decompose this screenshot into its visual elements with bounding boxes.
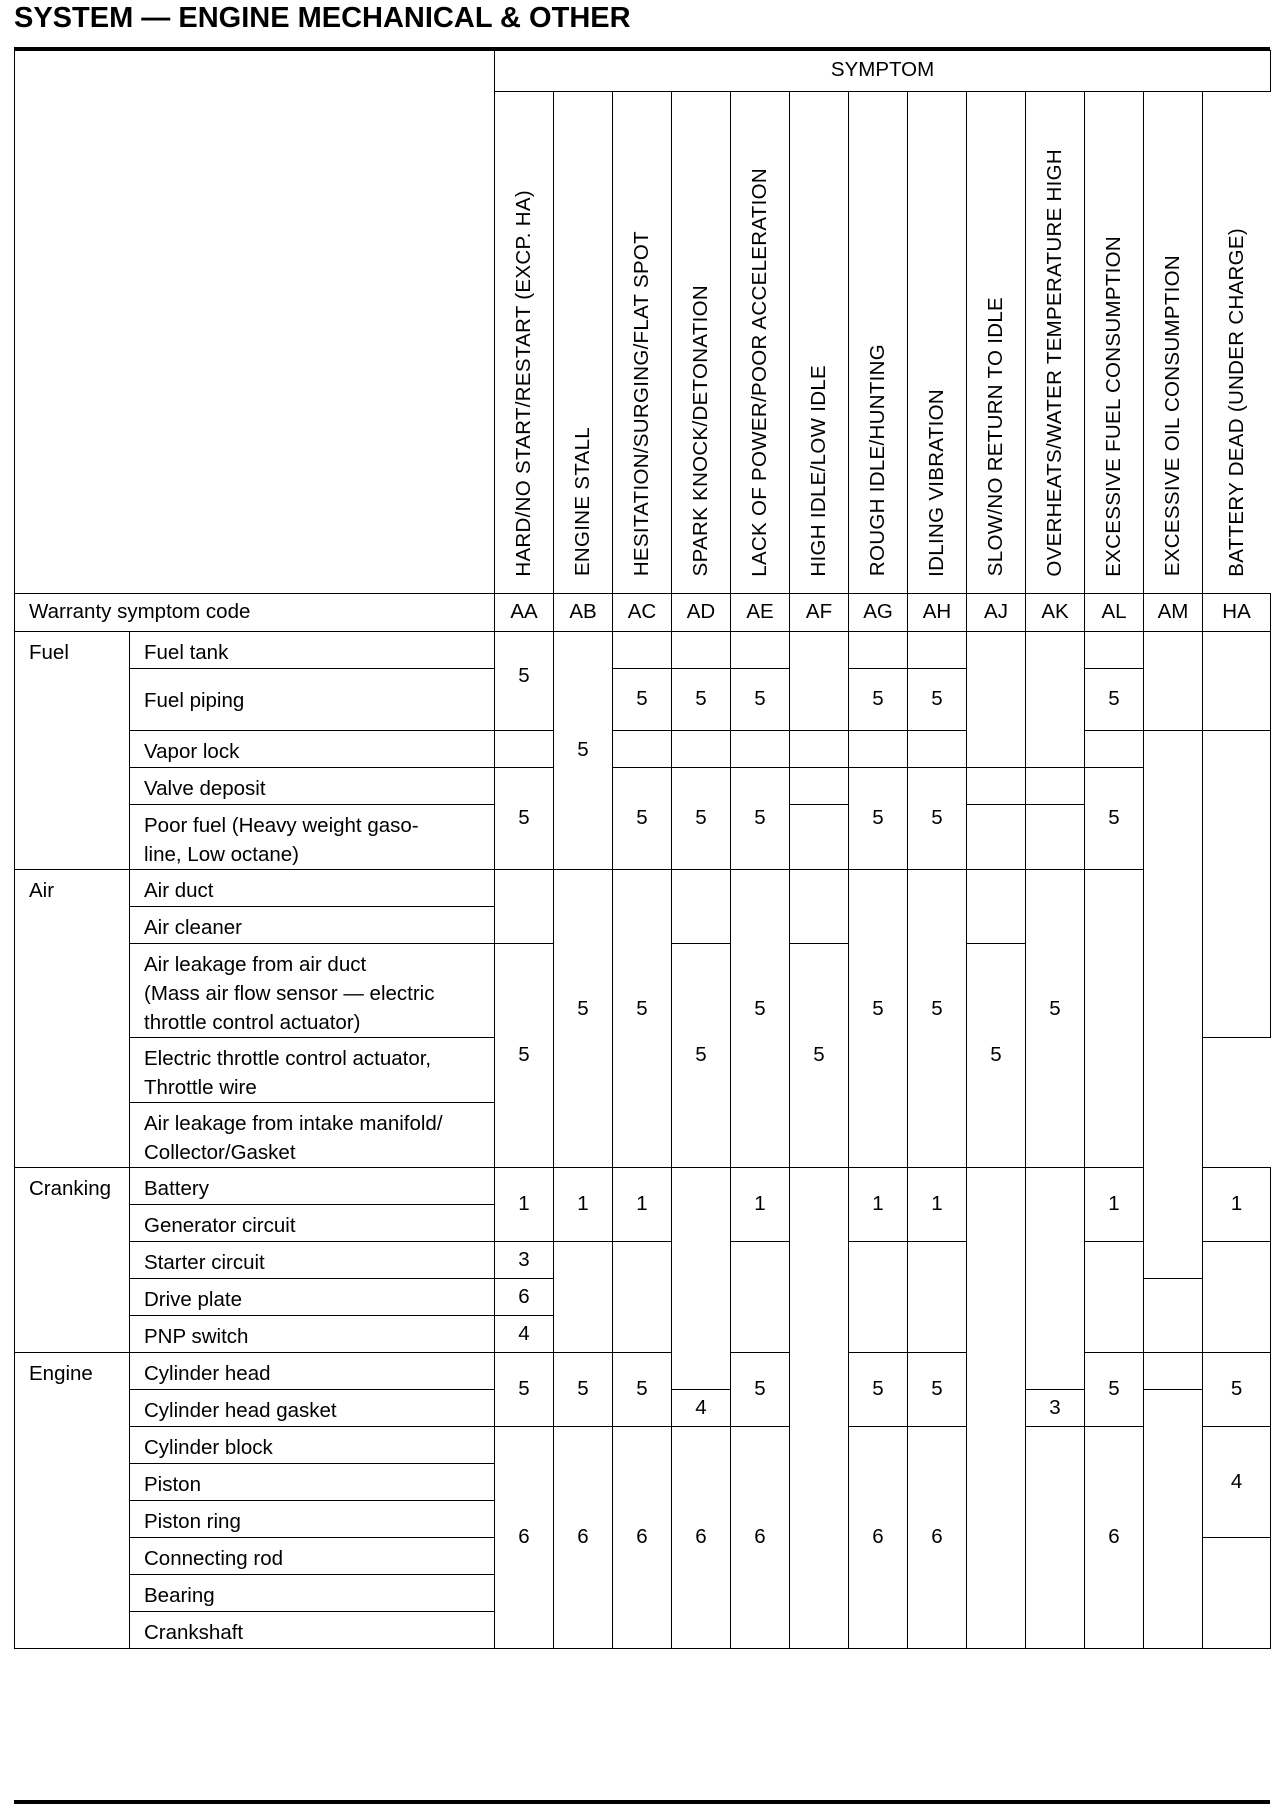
value-cell: 5 (1026, 869, 1085, 1167)
empty-cell (731, 730, 790, 767)
empty-cell (1203, 631, 1271, 730)
value-cell: 5 (1085, 668, 1144, 730)
value-cell: 6 (908, 1426, 967, 1648)
value-cell: 5 (908, 1352, 967, 1426)
symptom-code: AL (1085, 593, 1144, 631)
symptom-label: OVERHEATS/WATER TEMPERATURE HIGH (1043, 148, 1066, 577)
value-cell: 5 (1085, 1352, 1144, 1426)
symptom-code: AE (731, 593, 790, 631)
item-label: Air leakage from air duct (Mass air flow sensor — electric throttle control actuator) (130, 943, 495, 1037)
value-cell: 5 (849, 668, 908, 730)
value-cell: 1 (849, 1167, 908, 1241)
empty-cell (1085, 631, 1144, 668)
symptom-label: SLOW/NO RETURN TO IDLE (984, 297, 1007, 577)
symptom-label: ENGINE STALL (571, 427, 594, 577)
value-cell: 5 (554, 1352, 613, 1426)
empty-cell (1026, 1426, 1085, 1648)
symptom-header-cell (613, 91, 672, 593)
symptom-header-cell (849, 91, 908, 593)
symptom-header-cell (1203, 91, 1271, 593)
symptom-header-cell (672, 91, 731, 593)
symptom-header-cell (1144, 91, 1203, 593)
empty-cell (1203, 730, 1271, 1037)
empty-cell (613, 1241, 672, 1352)
symptom-code: AH (908, 593, 967, 631)
symptom-label: ROUGH IDLE/HUNTING (866, 344, 889, 577)
value-cell: 1 (1085, 1167, 1144, 1241)
group-label: Air (15, 869, 130, 1167)
value-cell: 5 (967, 943, 1026, 1167)
symptom-header-cell (1085, 91, 1144, 593)
value-cell: 1 (1203, 1167, 1271, 1241)
value-cell: 1 (613, 1167, 672, 1241)
item-label: Battery (130, 1167, 495, 1204)
symptom-header-cell (495, 91, 554, 593)
value-cell: 4 (495, 1315, 554, 1352)
empty-cell (790, 869, 849, 943)
empty-cell (1026, 631, 1085, 767)
empty-cell (672, 631, 731, 668)
symptom-label: BATTERY DEAD (UNDER CHARGE) (1224, 227, 1248, 577)
item-label: Generator circuit (130, 1204, 495, 1241)
value-cell: 5 (495, 631, 554, 730)
value-cell: 5 (672, 943, 731, 1167)
value-cell: 5 (613, 668, 672, 730)
empty-cell (849, 631, 908, 668)
value-cell: 6 (731, 1426, 790, 1648)
table-corner (15, 50, 495, 593)
empty-cell (967, 869, 1026, 943)
empty-cell (495, 869, 554, 943)
value-cell: 5 (731, 767, 790, 869)
empty-cell (967, 804, 1026, 869)
value-cell: 5 (731, 1352, 790, 1426)
item-label: Cylinder head (130, 1352, 495, 1389)
symptom-code: AC (613, 593, 672, 631)
item-label: Piston ring (130, 1500, 495, 1537)
value-cell: 5 (554, 869, 613, 1167)
symptom-label: IDLING VIBRATION (925, 388, 948, 577)
value-cell: 5 (849, 869, 908, 1167)
item-label: Fuel tank (130, 631, 495, 668)
empty-cell (672, 1167, 731, 1389)
empty-cell (790, 730, 849, 767)
item-label: Air duct (130, 869, 495, 906)
empty-cell (613, 631, 672, 668)
item-label: Crankshaft (130, 1611, 495, 1648)
item-label: Poor fuel (Heavy weight gaso- line, Low octane) (130, 804, 495, 869)
empty-cell (731, 1241, 790, 1352)
symptom-header-cell (790, 91, 849, 593)
symptom-header-cell (1026, 91, 1085, 593)
item-label: Vapor lock (130, 730, 495, 767)
empty-cell (967, 767, 1026, 804)
item-label: Cylinder head gasket (130, 1389, 495, 1426)
group-label: Fuel (15, 631, 130, 869)
value-cell: 4 (672, 1389, 731, 1426)
item-label: Cylinder block (130, 1426, 495, 1463)
value-cell: 6 (613, 1426, 672, 1648)
value-cell: 5 (672, 668, 731, 730)
symptom-header-cell (967, 91, 1026, 593)
empty-cell (1203, 1241, 1271, 1352)
group-label: Cranking (15, 1167, 130, 1352)
value-cell: 5 (908, 869, 967, 1167)
item-label: Air cleaner (130, 906, 495, 943)
symptom-label: EXCESSIVE OIL CONSUMPTION (1161, 255, 1184, 577)
item-label: Drive plate (130, 1278, 495, 1315)
symptom-code: AD (672, 593, 731, 631)
symptom-label: HIGH IDLE/LOW IDLE (807, 364, 830, 577)
value-cell: 1 (495, 1167, 554, 1241)
value-cell: 6 (495, 1278, 554, 1315)
empty-cell (790, 767, 849, 804)
symptom-header-cell (731, 91, 790, 593)
value-cell: 5 (672, 767, 731, 869)
value-cell: 1 (908, 1167, 967, 1241)
symptom-header-cell (908, 91, 967, 593)
value-cell: 5 (613, 869, 672, 1167)
value-cell: 5 (495, 767, 554, 869)
empty-cell (1026, 767, 1085, 804)
value-cell: 5 (731, 668, 790, 730)
item-label: Connecting rod (130, 1537, 495, 1574)
value-cell: 6 (672, 1426, 731, 1648)
empty-cell (731, 631, 790, 668)
symptom-code: AF (790, 593, 849, 631)
warranty-symptom-label: Warranty symptom code (15, 593, 495, 631)
empty-cell (849, 1241, 908, 1352)
empty-cell (1026, 804, 1085, 869)
empty-cell (1085, 1241, 1144, 1352)
symptom-code: AA (495, 593, 554, 631)
item-label: Bearing (130, 1574, 495, 1611)
item-label: Starter circuit (130, 1241, 495, 1278)
value-cell: 5 (908, 668, 967, 730)
value-cell: 5 (849, 1352, 908, 1426)
empty-cell (1203, 1537, 1271, 1648)
symptom-header: SYMPTOM (495, 50, 1271, 91)
value-cell: 5 (849, 767, 908, 869)
value-cell: 3 (495, 1241, 554, 1278)
value-cell: 5 (495, 943, 554, 1167)
page-title: SYSTEM — ENGINE MECHANICAL & OTHER (14, 2, 631, 34)
empty-cell (1085, 730, 1144, 767)
item-label: Air leakage from intake manifold/ Collector/Gasket (130, 1102, 495, 1167)
empty-cell (495, 730, 554, 767)
symptom-label: HESITATION/SURGING/FLAT SPOT (630, 231, 653, 577)
symptom-label: LACK OF POWER/POOR ACCELERATION (748, 167, 771, 577)
empty-cell (1144, 1352, 1203, 1389)
symptom-label: HARD/NO START/RESTART (EXCP. HA) (512, 189, 535, 577)
value-cell: 5 (1203, 1352, 1271, 1426)
item-label: Valve deposit (130, 767, 495, 804)
item-label: Piston (130, 1463, 495, 1500)
bottom-rule (14, 1800, 1270, 1804)
empty-cell (967, 631, 1026, 767)
empty-cell (1144, 1389, 1203, 1648)
value-cell: 3 (1026, 1389, 1085, 1426)
value-cell: 6 (1085, 1426, 1144, 1648)
empty-cell (790, 804, 849, 869)
empty-cell (908, 631, 967, 668)
symptom-code: AM (1144, 593, 1203, 631)
symptom-code: AJ (967, 593, 1026, 631)
value-cell: 1 (554, 1167, 613, 1241)
value-cell: 6 (849, 1426, 908, 1648)
group-label: Engine (15, 1352, 130, 1648)
diagnosis-table (14, 50, 1271, 1649)
empty-cell (672, 869, 731, 943)
value-cell: 5 (613, 767, 672, 869)
symptom-code: AB (554, 593, 613, 631)
item-label: Electric throttle control actuator, Throttle wire (130, 1037, 495, 1102)
value-cell: 5 (613, 1352, 672, 1426)
item-label: PNP switch (130, 1315, 495, 1352)
empty-cell (613, 730, 672, 767)
value-cell: 6 (495, 1426, 554, 1648)
symptom-label: SPARK KNOCK/DETONATION (689, 285, 712, 577)
value-cell: 5 (731, 869, 790, 1167)
value-cell: 5 (554, 631, 613, 869)
empty-cell (849, 730, 908, 767)
empty-cell (672, 730, 731, 767)
empty-cell (967, 1167, 1026, 1648)
symptom-label: EXCESSIVE FUEL CONSUMPTION (1102, 235, 1125, 577)
value-cell: 5 (790, 943, 849, 1167)
empty-cell (554, 1241, 613, 1352)
empty-cell (790, 1167, 849, 1648)
value-cell: 5 (495, 1352, 554, 1426)
value-cell: 1 (731, 1167, 790, 1241)
value-cell: 6 (554, 1426, 613, 1648)
symptom-code: HA (1203, 593, 1271, 631)
symptom-code: AK (1026, 593, 1085, 631)
value-cell: 5 (1085, 767, 1144, 869)
empty-cell (908, 1241, 967, 1352)
item-label: Fuel piping (130, 668, 495, 730)
value-cell: 5 (908, 767, 967, 869)
symptom-code: AG (849, 593, 908, 631)
empty-cell (908, 730, 967, 767)
empty-cell (1144, 631, 1203, 730)
empty-cell (1144, 730, 1203, 1278)
empty-cell (1026, 1167, 1085, 1389)
empty-cell (790, 631, 849, 730)
symptom-header-cell (554, 91, 613, 593)
value-cell: 4 (1203, 1426, 1271, 1537)
